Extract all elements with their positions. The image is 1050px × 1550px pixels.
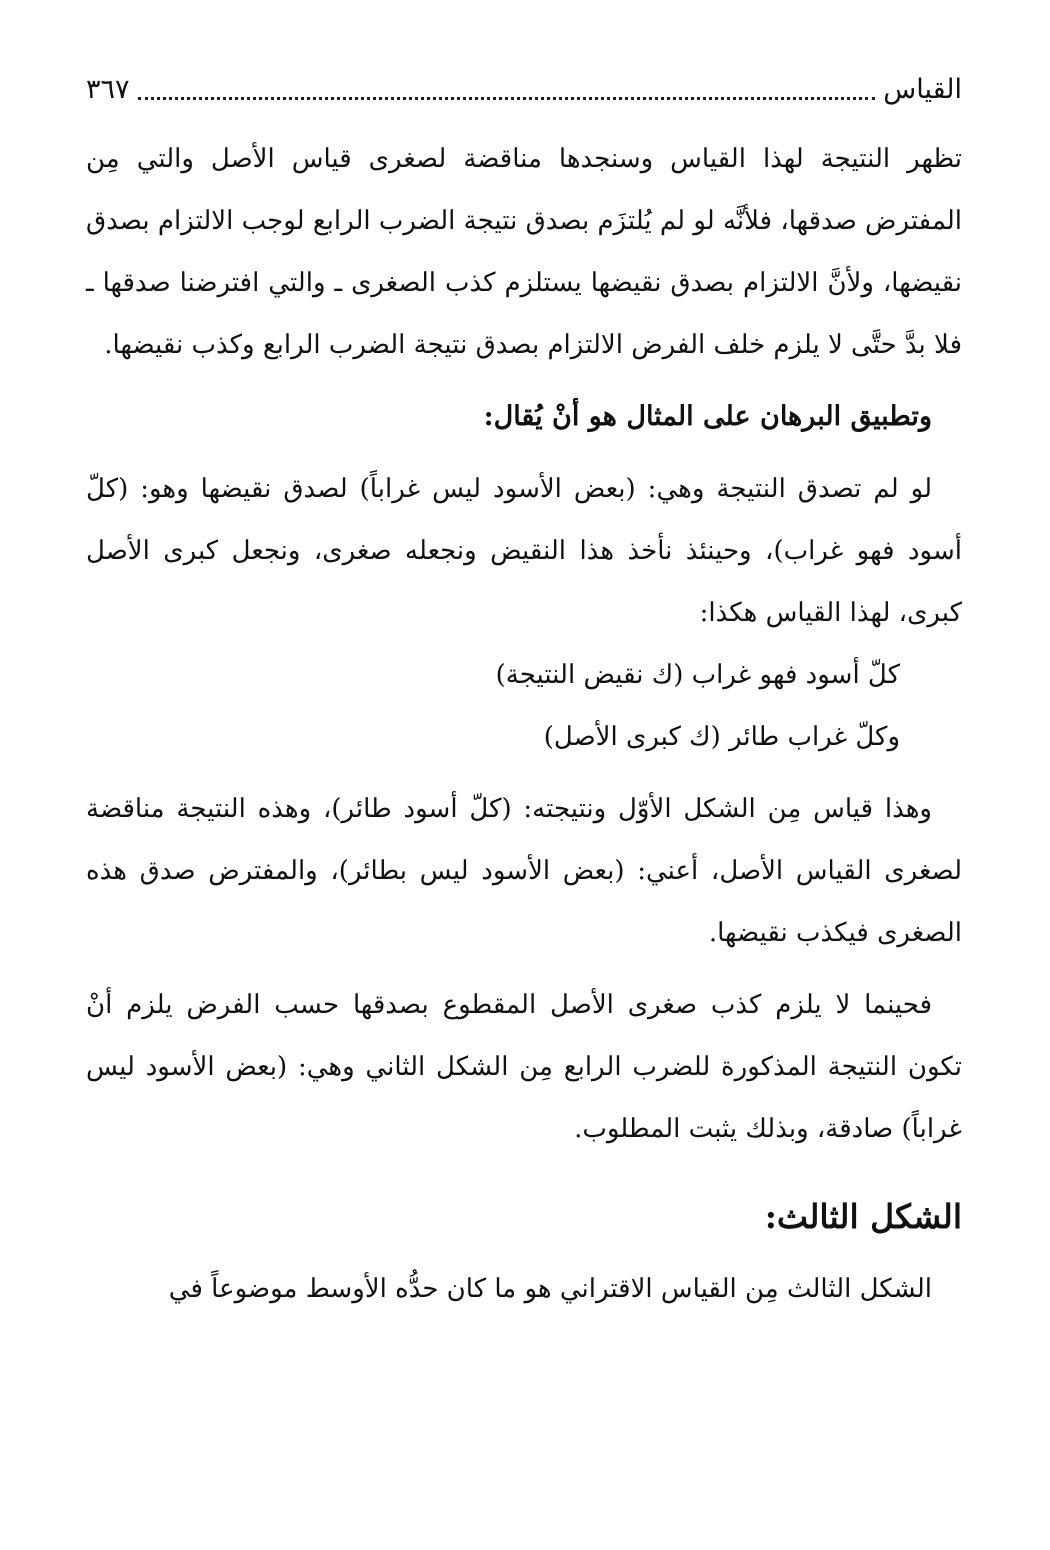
page-number: ٣٦٧	[86, 74, 130, 105]
paragraph-third-figure-definition: الشكل الثالث مِن القياس الاقتراني هو ما كان حدُّه الأوسط موضوعاً في	[168, 1274, 932, 1304]
syllogism-block	[86, 644, 900, 768]
running-head-title: القياس	[883, 74, 962, 105]
paragraph-contradiction-setup: لو لم تصدق النتيجة وهي: (بعض الأسود ليس غراباً) لصدق نقيضها وهو: (كلّ أسود فهو غراب)، وحينئذ نأخذ هذا النقيض ونجعله صغرى، ونجعل كبرى الأصل كبرى، لهذا القياس هكذا:	[86, 474, 962, 628]
running-head	[86, 62, 962, 110]
example-application-heading: وتطبيق البرهان على المثال هو أنْ يُقال:	[483, 401, 932, 432]
syllogism-minor-premise: كلّ أسود فهو غراب (ك نقيض النتيجة)	[495, 660, 900, 690]
dotted-leader	[138, 97, 876, 100]
paragraph-proof-established: فحينما لا يلزم كذب صغرى الأصل المقطوع بصدقها حسب الفرض يلزم أنْ تكون النتيجة المذكورة للضرب الرابع مِن الشكل الثاني وهي: (بعض الأسود ليس غراباً) صادقة، وبذلك يثبت المطلوب.	[86, 990, 962, 1144]
paragraph-proof-conclusion: تظهر النتيجة لهذا القياس وسنجدها مناقضة لصغرى قياس الأصل والتي مِن المفترض صدقها، فلأنَّه لو لم يُلتزَم بصدق نتيجة الضرب الرابع لوجب الالتزام بصدق نقيضها، ولأنَّ الالتزام بصدق نقيضها يستلزم كذب الصغرى ـ والتي افترضنا صدقها ـ فلا بدَّ حتَّى لا يلزم خلف الفرض الالتزام بصدق نتيجة الضرب الرابع وكذب نقيضها.	[85, 144, 962, 360]
section-title-third-figure: الشكل الثالث:	[764, 1197, 962, 1236]
book-page	[86, 62, 962, 1320]
syllogism-major-premise: وكلّ غراب طائر (ك كبرى الأصل)	[543, 722, 900, 752]
paragraph-first-figure-result: وهذا قياس مِن الشكل الأوّل ونتيجته: (كلّ أسود طائر)، وهذه النتيجة مناقضة لصغرى القياس الأصل، أعني: (بعض الأسود ليس بطائر)، والمفترض صدق هذه الصغرى فيكذب نقيضها.	[86, 794, 962, 948]
